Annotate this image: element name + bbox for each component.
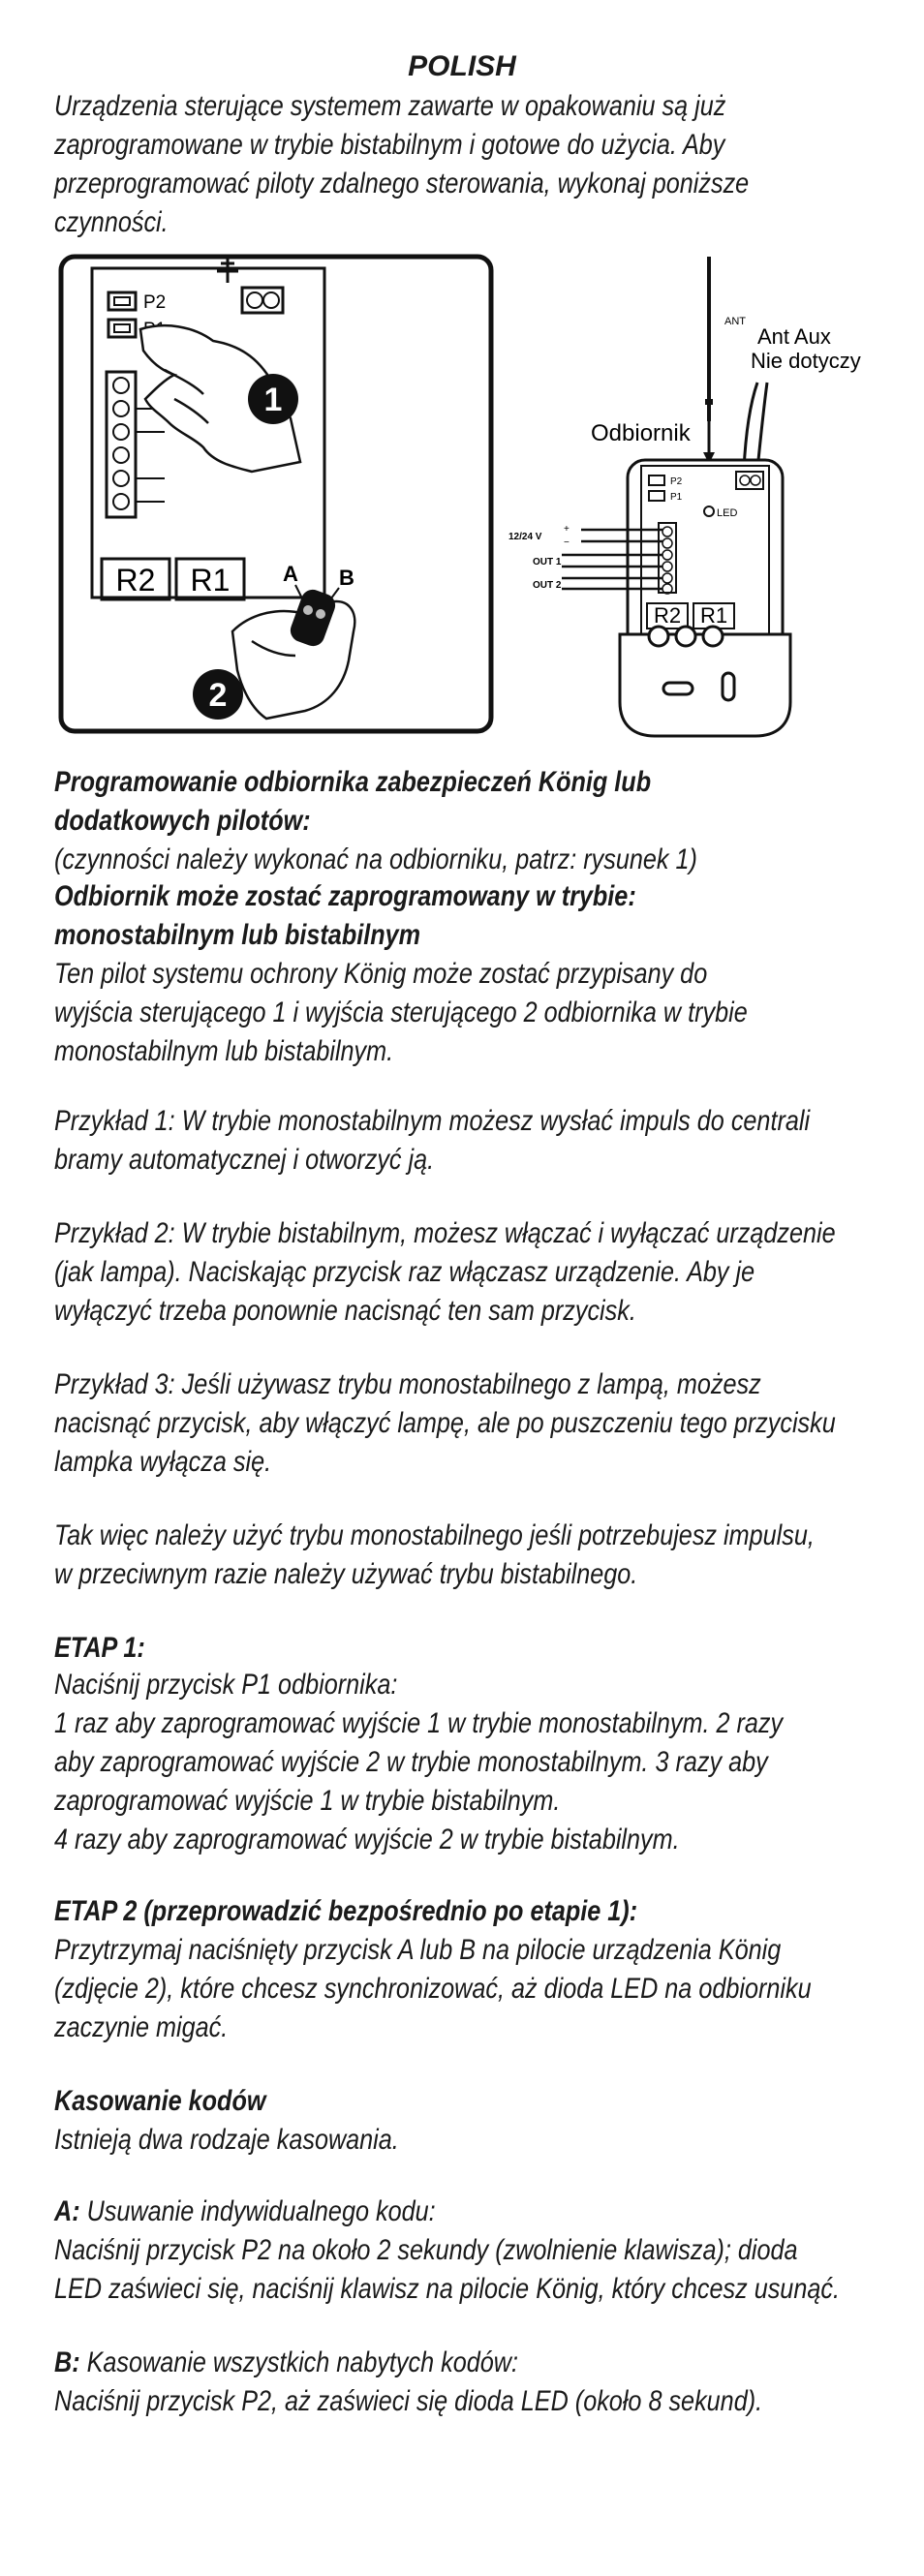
out1-label: OUT 1: [533, 557, 562, 567]
fig2-r2-label: R2: [653, 603, 682, 628]
body-line: Ten pilot systemu ochrony König może zostać przypisany do: [54, 958, 708, 990]
button-b-label: B: [339, 566, 354, 590]
not-applicable-label: Nie dotyczy: [751, 349, 861, 373]
p2-label: P2: [143, 292, 167, 313]
intro-line: Urządzenia sterujące systemem zawarte w opakowaniu są już: [54, 90, 726, 122]
ant-aux-label: Ant Aux: [757, 324, 831, 349]
section-heading: Programowanie odbiornika zabezpieczeń König lub: [54, 766, 652, 798]
step-1-number: 1: [263, 382, 283, 418]
antenna-icon: [703, 257, 715, 464]
body-line: Przykład 3: Jeśli używasz trybu monostabilnego z lampą, możesz: [54, 1368, 761, 1400]
fig2-p2-label: P2: [670, 476, 683, 487]
intro-line: czynności.: [54, 206, 169, 238]
section-note: (czynności należy wykonać na odbiorniku, patrz: rysunek 1): [54, 843, 697, 875]
body-line: lampka wyłącza się.: [54, 1446, 272, 1478]
body-line: Naciśnij przycisk P1 odbiornika:: [54, 1669, 398, 1701]
body-line: 1 raz aby zaprogramować wyjście 1 w trybie monostabilnym. 2 razy: [54, 1707, 784, 1739]
step-2-number: 2: [208, 677, 228, 714]
minus-sign: −: [564, 537, 570, 548]
body-line: Przykład 1: W trybie monostabilnym możesz wysłać impuls do centrali: [54, 1105, 811, 1137]
body-line: monostabilnym lub bistabilnym.: [54, 1035, 394, 1067]
plus-sign: +: [564, 524, 570, 535]
body-line: 4 razy aby zaprogramować wyjście 2 w trybie bistabilnym.: [54, 1824, 680, 1855]
erase-heading: Kasowanie kodów: [54, 2085, 266, 2117]
intro-line: przeprogramować piloty zdalnego sterowania, wykonaj poniższe: [54, 168, 750, 199]
body-line: zaprogramować wyjście 1 w trybie bistabilnym.: [54, 1785, 561, 1817]
receiver-housing-icon: [620, 460, 790, 736]
body-line: LED zaświeci się, naciśnij klawisz na pilocie König, który chcesz usunąć.: [54, 2273, 840, 2305]
receiver-label: Odbiornik: [591, 420, 691, 446]
erase-a-title-text: Usuwanie indywidualnego kodu:: [79, 2195, 436, 2227]
erase-b-title-text: Kasowanie wszystkich nabytych kodów:: [79, 2346, 519, 2378]
body-line: Przykład 2: W trybie bistabilnym, możesz włączać i wyłączać urządzenie: [54, 1217, 836, 1249]
body-line: bramy automatycznej i otworzyć ją.: [54, 1144, 435, 1176]
button-a-label: A: [283, 562, 298, 586]
step-2-badge: [193, 669, 243, 720]
figure-2-receiver-wiring: [504, 247, 891, 751]
section-heading: dodatkowych pilotów:: [54, 805, 311, 837]
led-label: LED: [717, 507, 738, 519]
body-line: w przeciwnym razie należy używać trybu bistabilnego.: [54, 1558, 638, 1590]
fig2-p1-label: P1: [670, 492, 683, 503]
body-line: Tak więc należy użyć trybu monostabilnego jeśli potrzebujesz impulsu,: [54, 1519, 815, 1551]
fig2-r1-label: R1: [699, 603, 728, 628]
body-line: Naciśnij przycisk P2 na około 2 sekundy (zwolnienie klawisza); dioda: [54, 2234, 798, 2266]
r2-label: R2: [115, 563, 156, 598]
intro-line: zaprogramowane w trybie bistabilnym i gotowe do użycia. Aby: [54, 129, 725, 161]
erase-b-title: [54, 2344, 876, 2382]
r1-label: R1: [190, 563, 231, 598]
section-heading: monostabilnym lub bistabilnym: [54, 919, 421, 951]
body-line: Istnieją dwa rodzaje kasowania.: [54, 2124, 399, 2156]
body-line: zaczynie migać.: [54, 2011, 229, 2043]
erase-a-label: A:: [54, 2195, 80, 2227]
step-1-badge: [248, 374, 298, 424]
ant-label: ANT: [724, 316, 746, 327]
body-line: Przytrzymaj naciśnięty przycisk A lub B na pilocie urządzenia König: [54, 1934, 782, 1966]
out2-label: OUT 2: [533, 580, 562, 591]
body-line: nacisnąć przycisk, aby włączyć lampę, ale po puszczeniu tego przycisku: [54, 1407, 836, 1439]
voltage-label: 12/24 V: [508, 532, 542, 542]
body-line: (jak lampa). Naciskając przycisk raz włączasz urządzenie. Aby je: [54, 1256, 755, 1288]
body-line: aby zaprogramować wyjście 2 w trybie monostabilnym. 3 razy aby: [54, 1746, 768, 1778]
body-line: Naciśnij przycisk P2, aż zaświeci się dioda LED (około 8 sekund).: [54, 2385, 763, 2417]
step-heading: ETAP 2 (przeprowadzić bezpośrednio po etapie 1):: [54, 1895, 638, 1927]
erase-b-label: B:: [54, 2346, 80, 2378]
erase-a-title: [54, 2193, 876, 2231]
figure-1-receiver-programming: [58, 254, 494, 738]
page-title: POLISH: [408, 50, 516, 82]
body-line: (zdjęcie 2), które chcesz synchronizować, aż dioda LED na odbiorniku: [54, 1973, 812, 2005]
body-line: wyjścia sterującego 1 i wyjścia sterującego 2 odbiornika w trybie: [54, 997, 748, 1028]
body-line: wyłączyć trzeba ponownie nacisnąć ten sam przycisk.: [54, 1295, 636, 1327]
step-heading: ETAP 1:: [54, 1632, 145, 1664]
section-heading: Odbiornik może zostać zaprogramowany w trybie:: [54, 880, 636, 912]
